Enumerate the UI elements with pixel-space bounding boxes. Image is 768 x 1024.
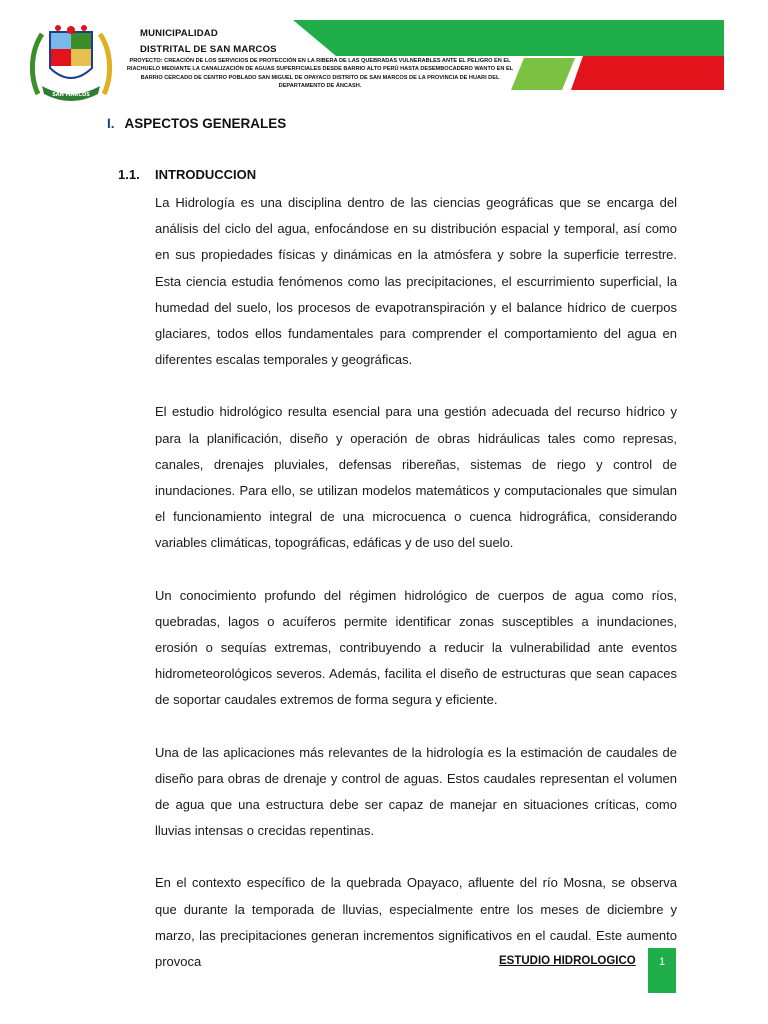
page-number-box bbox=[648, 948, 676, 993]
page-number: 1 bbox=[658, 956, 666, 968]
org-name-line-2: DISTRITAL DE SAN MARCOS bbox=[140, 44, 277, 55]
body-text bbox=[155, 190, 677, 1001]
paragraph: El estudio hidrológico resulta esencial para una gestión adecuada del recurso hídrico y para la planificación, diseño y operación de obras hidráulicas tales como represas, canales, drenajes pluviales, defensas ribereñas, sistemas de riego y control de inundaciones. Para ello, se utilizan modelos matemáticos y computacionales que simulan el funcionamiento integral de una microcuenca o cuenca hidrográfica, considerando variables climáticas, topográficas, edáficas y de uso del suelo. bbox=[155, 404, 677, 551]
organization-name bbox=[140, 26, 277, 58]
paragraph: La Hidrología es una disciplina dentro de las ciencias geográficas que se encarga del análisis del ciclo del agua, enfocándose en su distribución espacial y temporal, así como en sus propiedades físicas y dinámicas en la atmósfera y sobre la superficie terrestre. Esta ciencia estudia fenómenos como las precipitaciones, el escurrimiento superficial, la humedad del suelo, los procesos de evapotranspiración y el balance hídrico de cuerpos glaciares, todos ellos fundamentales para comprender el comportamiento del agua en diferentes escalas temporales y geográficas. bbox=[155, 195, 677, 368]
header-banner-shapes bbox=[0, 0, 768, 110]
subsection-heading bbox=[118, 167, 256, 182]
page-header bbox=[0, 0, 768, 110]
subsection-number: 1.1. bbox=[118, 167, 140, 182]
footer-document-title: ESTUDIO HIDROLOGICO bbox=[499, 955, 636, 967]
svg-text:SAN MARCOS: SAN MARCOS bbox=[52, 92, 90, 98]
section-number: I. bbox=[107, 116, 115, 131]
paragraph: En el contexto específico de la quebrada Opayaco, afluente del río Mosna, se observa que durante la temporada de lluvias, especialmente entre los meses de diciembre y marzo, las precipitaciones generan incrementos significativos en el caudal. Este aumento provoca bbox=[155, 875, 677, 970]
green-banner bbox=[293, 20, 724, 56]
municipal-coat-of-arms-logo bbox=[28, 22, 114, 102]
org-name-line-1: MUNICIPALIDAD bbox=[140, 28, 218, 39]
light-green-parallelogram bbox=[511, 58, 575, 90]
section-heading bbox=[107, 116, 286, 131]
project-description: PROYECTO: CREACIÓN DE LOS SERVICIOS DE PROTECCIÓN EN LA RIBERA DE LAS QUEBRADAS VULNERABLES ANTE EL PELIGRO EN EL RIACHUELO MEDIANTE LA CANALIZACIÓN DE AGUAS SUPERFICIALES DESDE BARRIO ALTO PERÚ HASTA DESEMBOCADERO WANTO EN EL BARRIO CERCADO DE CENTRO POBLADO SAN MIGUEL DE OPAYACO DISTRITO DE SAN MARCOS DE LA PROVINCIA DE HUARI DEL DEPARTAMENTO DE ÁNCASH. bbox=[126, 58, 514, 89]
section-title-text: ASPECTOS GENERALES bbox=[124, 116, 287, 131]
subsection-title-text: INTRODUCCION bbox=[155, 167, 257, 182]
red-banner bbox=[571, 56, 724, 90]
paragraph: Una de las aplicaciones más relevantes de la hidrología es la estimación de caudales de diseño para obras de drenaje y control de aguas. Estos caudales representan el volumen de agua que una estructura debe ser capaz de manejar en situaciones críticas, como lluvias intensas o crecidas repentinas. bbox=[155, 744, 677, 839]
paragraph: Un conocimiento profundo del régimen hidrológico de cuerpos de agua como ríos, quebradas, lagos o acuíferos permite identificar zonas susceptibles a inundaciones, erosión o sequías extremas, contribuyendo a reducir la vulnerabilidad ante eventos hidrometeorológicos severos. Además, facilita el diseño de estructuras que sean capaces de soportar caudales extremos de forma segura y eficiente. bbox=[155, 587, 677, 708]
